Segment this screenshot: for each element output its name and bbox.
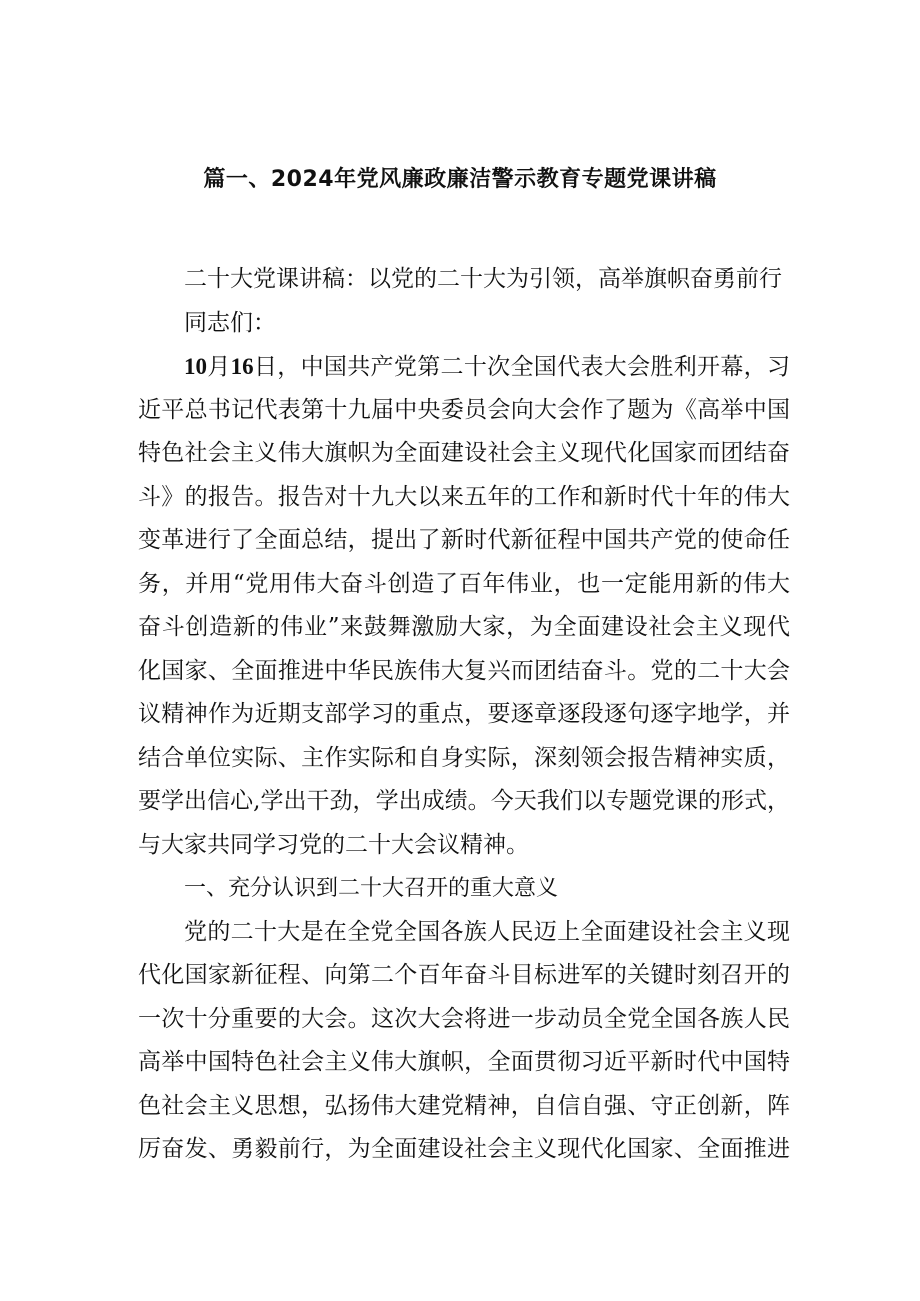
body-line: 斗》的报告。报告对十九大以来五年的工作和新时代十年的伟大 — [138, 483, 790, 510]
body-line: 代化国家新征程、向第二个百年奋斗目标进军的关键时刻召开的 — [138, 962, 790, 988]
body-line: 变革进行了全面总结，提出了新时代新征程中国共产党的使命任 — [138, 527, 790, 553]
body-line: 高举中国特色社会主义伟大旗帜，全面贯彻习近平新时代中国特 — [138, 1049, 790, 1075]
body-line: 特色社会主义伟大旗帜为全面建设社会主义现代化国家而团结奋 — [138, 440, 790, 466]
body-line: 务，并用“党用伟大奋斗创造了百年伟业，也一定能用新的伟大 — [138, 570, 790, 597]
body-line: 化国家、全面推进中华民族伟大复兴而团结奋斗。党的二十大会 — [138, 657, 790, 684]
body-line: 议精神作为近期支部学习的重点，要逐章逐段逐句逐字地学，并 — [138, 701, 790, 727]
section-heading: 一、充分认识到二十大召开的重大意义 — [184, 876, 559, 901]
body-line: 一次十分重要的大会。这次大会将进一步动员全党全国各族人民 — [138, 1005, 790, 1032]
body-line: 奋斗创造新的伟业”来鼓舞激励大家，为全面建设社会主义现代 — [138, 614, 790, 640]
document-body — [138, 258, 790, 1172]
body-line: 二十大党课讲稿：以党的二十大为引领，高举旗帜奋勇前行 — [184, 266, 782, 292]
body-line: 与大家共同学习党的二十大会议精神。 — [138, 831, 529, 858]
body-line: 同志们： — [184, 309, 276, 336]
body-line: 要学出信心,学出干劲，学出成绩。今天我们以专题党课的形式， — [138, 788, 790, 814]
body-line: 结合单位实际、主作实际和自身实际，深刻领会报告精神实质， — [138, 744, 790, 771]
body-line: 色社会主义思想，弘扬伟大建党精神，自信自强、守正创新，阵 — [138, 1092, 790, 1119]
body-line: 10月16日，中国共产党第二十次全国代表大会胜利开幕，习 — [184, 354, 790, 380]
body-line: 厉奋发、勇毅前行，为全面建设社会主义现代化国家、全面推进 — [138, 1136, 790, 1162]
document-title: 篇一、2024年党风廉政廉洁警示教育专题党课讲稿 — [203, 167, 717, 192]
body-line: 党的二十大是在全党全国各族人民迈上全面建设社会主义现 — [184, 918, 790, 945]
body-line: 近平总书记代表第十九届中央委员会向大会作了题为《高举中国 — [138, 396, 790, 423]
